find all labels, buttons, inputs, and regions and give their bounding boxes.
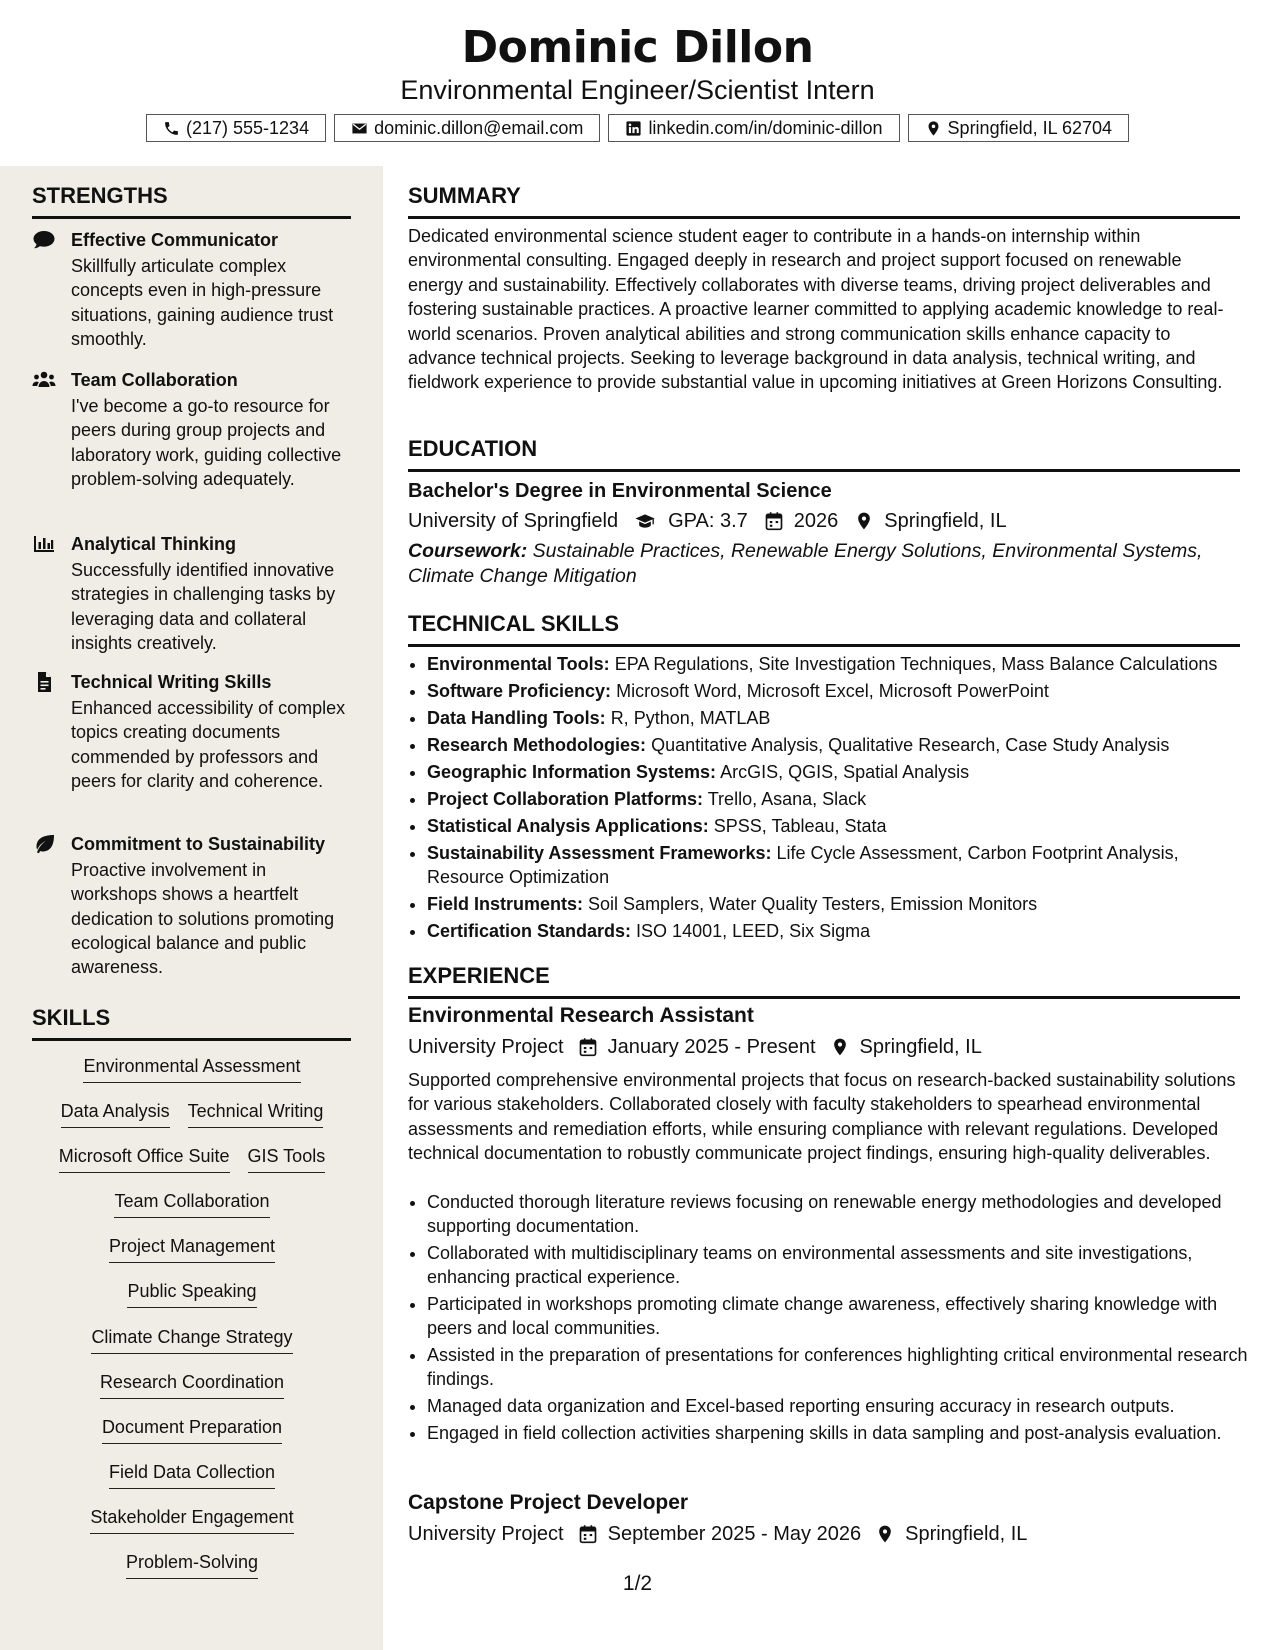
- list-item: [427, 787, 1259, 811]
- strength-description: Enhanced accessibility of complex topics creating documents commended by professors and peers for clarity and coherence.: [71, 698, 346, 791]
- graduation-year: 2026: [793, 510, 839, 532]
- skills-row: [32, 1189, 352, 1218]
- users-icon: [32, 370, 56, 390]
- calendar-icon: [578, 1524, 598, 1544]
- list-item: [427, 919, 1259, 943]
- list-item: • Conducted thorough literature reviews focusing on renewable energy methodologies and developed supporting documentation.: [427, 1190, 1259, 1238]
- strength-description: I've become a go-to resource for peers during group projects and laboratory work, guiding collective problem-solving adequately.: [71, 396, 342, 489]
- tech-skill-label: Statistical Analysis Applications:: [427, 816, 709, 836]
- skills-row: [32, 1505, 352, 1534]
- job-location: Springfield, IL: [859, 1036, 982, 1058]
- tech-skill-label: Project Collaboration Platforms:: [427, 789, 704, 809]
- skills-row: [32, 1099, 352, 1128]
- skills-row: [32, 1415, 352, 1444]
- skills-row: [32, 1460, 352, 1489]
- skills-row: [32, 1370, 352, 1399]
- skills-row: [32, 1234, 352, 1263]
- list-item: [427, 679, 1259, 703]
- job-description: Supported comprehensive environmental projects that focus on research-backed sustainability solutions for various stakeholders. Collaborated closely with faculty stakeholders to spearhead environmental assessments and remediation efforts, while ensuring compliance with relevant regulations. Developed technical documentation to robustly communicate project findings, ensuring high-quality deliverables.: [408, 1070, 1236, 1164]
- education-meta: [408, 508, 1007, 534]
- strength-title: Effective Communicator: [71, 230, 279, 250]
- strength-description: Skillfully articulate complex concepts even in high-pressure situations, gaining audience trust smoothly.: [71, 256, 334, 349]
- tech-skill-value: Quantitative Analysis, Qualitative Research, Case Study Analysis: [651, 735, 1170, 755]
- skill-tag: Team Collaboration: [114, 1189, 269, 1218]
- calendar-icon: [578, 1037, 598, 1057]
- tech-skill-value: ArcGIS, QGIS, Spatial Analysis: [720, 762, 970, 782]
- list-item: • Participated in workshops promoting climate change awareness, effectively sharing knowledge with peers and local communities.: [427, 1292, 1259, 1340]
- contact-phone[interactable]: [146, 114, 326, 142]
- tech-skill-value: ISO 14001, LEED, Six Sigma: [636, 921, 871, 941]
- strength-description: Proactive involvement in workshops shows a heartfelt dedication to solutions promoting ecological balance and public awareness.: [71, 860, 335, 978]
- phone-icon: [163, 120, 180, 137]
- job-org: University Project: [408, 1523, 564, 1545]
- skill-tag: Project Management: [109, 1234, 275, 1263]
- speech-bubble-icon: [32, 230, 56, 250]
- map-pin-icon: [875, 1524, 895, 1544]
- experience-heading: EXPERIENCE: [408, 962, 1240, 999]
- contact-email[interactable]: [334, 114, 600, 142]
- list-item: [427, 841, 1259, 889]
- resume-header: [0, 0, 1275, 158]
- contact-location-text: Springfield, IL 62704: [947, 117, 1112, 138]
- tech-skill-label: Environmental Tools:: [427, 654, 610, 674]
- education-heading: EDUCATION: [408, 435, 1240, 472]
- list-item: • Assisted in the preparation of presentations for conferences highlighting critical environmental research findings.: [427, 1343, 1259, 1391]
- coursework-list: Sustainable Practices, Renewable Energy Solutions, Environmental Systems, Climate Change Mitigation: [408, 540, 1203, 587]
- job-dates: January 2025 - Present: [607, 1036, 816, 1058]
- job-title: Environmental Research Assistant: [408, 1004, 754, 1027]
- job-meta: [408, 1521, 1027, 1547]
- tech-skill-label: Software Proficiency:: [427, 681, 612, 701]
- list-item: [427, 814, 1259, 838]
- gpa: GPA: 3.7: [668, 510, 748, 532]
- tech-skill-label: Data Handling Tools:: [427, 708, 606, 728]
- contact-linkedin[interactable]: [608, 114, 899, 142]
- list-item: [427, 706, 1259, 730]
- job-title: Capstone Project Developer: [408, 1491, 689, 1514]
- skills-row: [32, 1279, 352, 1308]
- graduation-cap-icon: [632, 511, 658, 531]
- strengths-heading: STRENGTHS: [32, 182, 351, 219]
- strength-title: Analytical Thinking: [71, 534, 237, 554]
- list-item: [427, 892, 1259, 916]
- tech-skill-label: Research Methodologies:: [427, 735, 647, 755]
- candidate-title: Environmental Engineer/Scientist Intern: [400, 75, 875, 105]
- skill-tag: Document Preparation: [102, 1415, 282, 1444]
- skills-heading: SKILLS: [32, 1004, 351, 1041]
- strength-title: Team Collaboration: [71, 370, 238, 390]
- strength-title: Commitment to Sustainability: [71, 834, 326, 854]
- contact-email-text: dominic.dillon@email.com: [374, 117, 584, 138]
- list-item: • Managed data organization and Excel-based reporting ensuring accuracy in research outputs.: [427, 1394, 1259, 1418]
- job-meta: [408, 1034, 982, 1060]
- linkedin-icon: [625, 120, 642, 137]
- skill-tag: GIS Tools: [248, 1144, 326, 1173]
- tech-skill-label: Geographic Information Systems:: [427, 762, 717, 782]
- skills-row: [32, 1054, 352, 1083]
- calendar-icon: [764, 511, 784, 531]
- technical-skills-list: [408, 652, 1259, 946]
- tech-skill-label: Field Instruments:: [427, 894, 584, 914]
- tech-skill-value: Microsoft Word, Microsoft Excel, Microsoft PowerPoint: [616, 681, 1049, 701]
- summary-heading: SUMMARY: [408, 182, 1240, 219]
- skill-tag: Data Analysis: [61, 1099, 170, 1128]
- skill-tag: Microsoft Office Suite: [59, 1144, 230, 1173]
- coursework: [408, 539, 1240, 589]
- bar-chart-icon: [32, 534, 56, 554]
- skill-tag: Field Data Collection: [109, 1460, 275, 1489]
- tech-skill-label: Certification Standards:: [427, 921, 632, 941]
- contact-linkedin-text: linkedin.com/in/dominic-dillon: [648, 117, 883, 138]
- skills-row: [32, 1325, 352, 1354]
- degree-title: Bachelor's Degree in Environmental Science: [408, 480, 832, 502]
- school-name: University of Springfield: [408, 510, 619, 532]
- list-item: [427, 652, 1259, 676]
- skill-tag: Climate Change Strategy: [91, 1325, 292, 1354]
- tech-skill-value: EPA Regulations, Site Investigation Techniques, Mass Balance Calculations: [614, 654, 1218, 674]
- tech-skill-value: Life Cycle Assessment, Carbon Footprint Analysis, Resource Optimization: [427, 843, 1179, 887]
- skill-tag: Stakeholder Engagement: [90, 1505, 293, 1534]
- skills-row: [32, 1144, 352, 1173]
- job-bullets: [408, 1190, 1259, 1448]
- candidate-name: Dominic Dillon: [461, 22, 814, 73]
- job-org: University Project: [408, 1036, 564, 1058]
- skill-tag: Research Coordination: [100, 1370, 284, 1399]
- document-icon: [32, 672, 56, 692]
- page-number: 1/2: [622, 1572, 653, 1595]
- school-location: Springfield, IL: [884, 510, 1007, 532]
- strength-title: Technical Writing Skills: [71, 672, 272, 692]
- skill-tag: Technical Writing: [188, 1099, 324, 1128]
- job-location: Springfield, IL: [905, 1523, 1028, 1545]
- map-pin-icon: [854, 511, 874, 531]
- skill-tag: Problem-Solving: [126, 1550, 258, 1579]
- tech-skill-value: R, Python, MATLAB: [610, 708, 771, 728]
- map-pin-icon: [830, 1037, 850, 1057]
- tech-skill-label: Sustainability Assessment Frameworks:: [427, 843, 772, 863]
- map-pin-icon: [925, 120, 942, 137]
- list-item: • Collaborated with multidisciplinary teams on environmental assessments and site investigations, enhancing practical experience.: [427, 1241, 1259, 1289]
- job-dates: September 2025 - May 2026: [607, 1523, 862, 1545]
- skill-tag: Environmental Assessment: [83, 1054, 300, 1083]
- technical-skills-heading: TECHNICAL SKILLS: [408, 610, 1240, 647]
- list-item: [427, 760, 1259, 784]
- tech-skill-value: Soil Samplers, Water Quality Testers, Emission Monitors: [588, 894, 1038, 914]
- contact-bar: [0, 114, 1275, 142]
- list-item: • Engaged in field collection activities sharpening skills in data sampling and post-analysis evaluation.: [427, 1421, 1259, 1445]
- leaf-icon: [32, 834, 56, 854]
- coursework-label: Coursework:: [408, 540, 528, 562]
- tech-skill-value: SPSS, Tableau, Stata: [713, 816, 887, 836]
- skill-tag: Public Speaking: [127, 1279, 256, 1308]
- sidebar: [0, 166, 383, 1650]
- contact-phone-text: (217) 555-1234: [185, 117, 310, 138]
- list-item: [427, 733, 1259, 757]
- contact-location: [908, 114, 1129, 142]
- strength-description: Successfully identified innovative strategies in challenging tasks by leveraging data and collateral insights creatively.: [71, 560, 336, 653]
- tech-skill-value: Trello, Asana, Slack: [707, 789, 867, 809]
- envelope-icon: [351, 120, 368, 137]
- summary-text: Dedicated environmental science student eager to contribute in a hands-on internship within environmental consulting. Engaged deeply in research and project support focused on renewable energy and sustainability. Effectively collaborates with diverse teams, driving project deliverables and fostering sustainable practices. A proactive learner committed to applying academic knowledge to real-world scenarios. Proven analytical abilities and strong communication skills enhance capacity to advance technical projects. Seeking to leverage background in data analysis, technical writing, and fieldwork experience to provide substantial value in upcoming initiatives at Green Horizons Consulting.: [408, 226, 1224, 393]
